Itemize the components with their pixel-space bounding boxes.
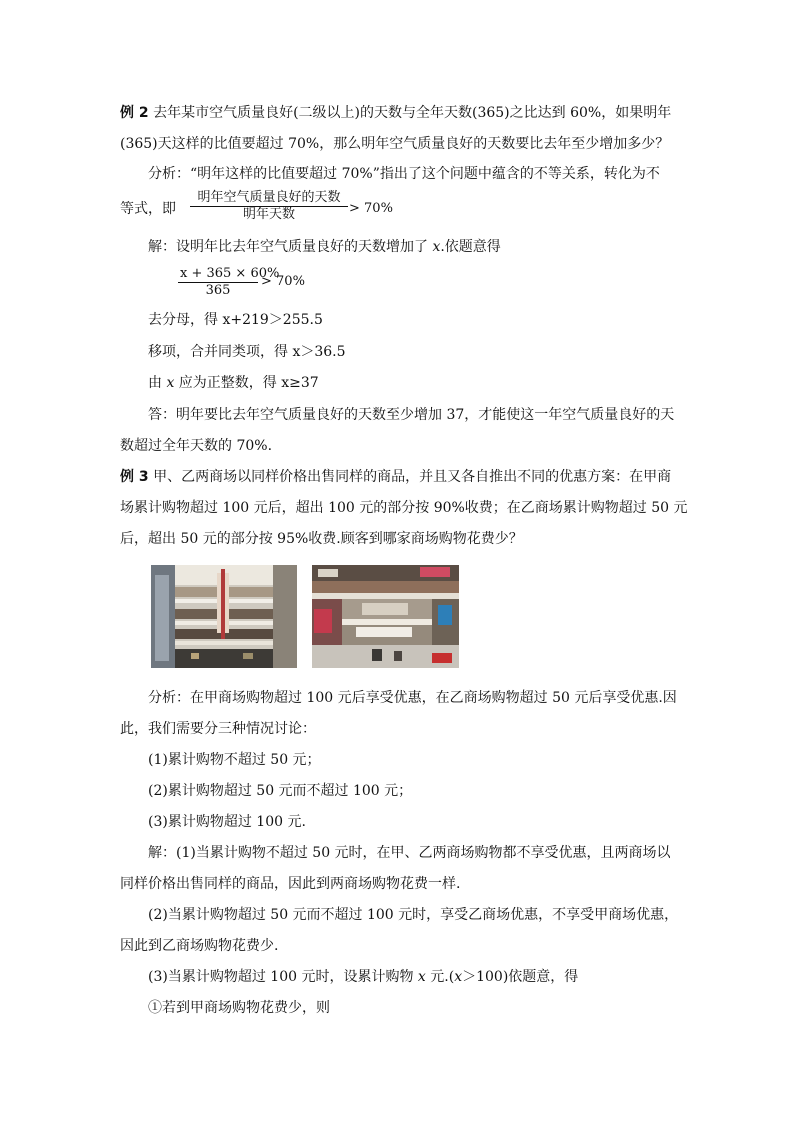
example2-step-integer: 由 x 应为正整数，得 x≥37 <box>148 375 319 391</box>
example3-solution-1-line1: 解：(1)当累计购物不超过 50 元时，在甲、乙两商场购物都不享受优惠，且两商场以 <box>148 845 671 861</box>
mall-atrium-photo-1 <box>151 565 297 668</box>
fraction-comparison-1: > 70% <box>349 201 393 216</box>
example3-solution-2-line1: (2)当累计购物超过 50 元而不超过 100 元时，享受乙商场优惠，不享受甲商场优惠， <box>148 907 679 923</box>
fraction-inequality-2 <box>178 266 280 299</box>
example3-analysis-line2: 此，我们需要分三种情况讨论： <box>120 721 316 737</box>
example3-analysis-line1: 分析：在甲商场购物超过 100 元后享受优惠，在乙商场购物超过 50 元后享受优惠.因 <box>148 690 677 706</box>
example2-analysis-line1: 分析：“明年这样的比值要超过 70%”指出了这个问题中蕴含的不等关系，转化为不 <box>148 166 660 182</box>
fraction-denominator: 明年天数 <box>242 207 295 222</box>
example2-step-combine-terms: 移项，合并同类项，得 x＞36.5 <box>148 344 346 360</box>
case-2: (2)累计购物超过 50 元而不超过 100 元； <box>148 783 413 799</box>
example3-solution-1-line2: 同样价格出售同样的商品，因此到两商场购物花费一样. <box>120 876 461 892</box>
fraction-numerator: 明年空气质量良好的天数 <box>190 190 348 207</box>
fraction-denominator: 365 <box>205 283 231 298</box>
case-3: (3)累计购物超过 100 元. <box>148 814 306 830</box>
example3-solution-3-line1: (3)当累计购物超过 100 元时，设累计购物 x 元.(x＞100)依题意，得 <box>148 969 579 985</box>
example2-line1: 例 2 去年某市空气质量良好(二级以上)的天数与全年天数(365)之比达到 60%，如果明年 <box>120 105 672 121</box>
fraction-comparison-2: > 70% <box>261 274 305 289</box>
example3-line1: 例 3 甲、乙两商场以同样价格出售同样的商品，并且又各自推出不同的优惠方案：在甲商 <box>120 469 672 485</box>
fraction-inequality-1 <box>190 190 348 223</box>
fraction-numerator: x + 365 × 60% <box>180 266 280 281</box>
example2-answer-line2: 数超过全年天数的 70%. <box>120 438 273 454</box>
example3-line3: 后，超出 50 元的部分按 95%收费.顾客到哪家商场购物花费少？ <box>120 531 523 547</box>
example3-solution-3-case1: ①若到甲商场购物花费少，则 <box>148 1000 330 1016</box>
example2-answer-line1: 答：明年要比去年空气质量良好的天数至少增加 37，才能使这一年空气质量良好的天 <box>148 407 675 423</box>
example3-solution-2-line2: 因此到乙商场购物花费少. <box>120 938 279 954</box>
example2-label: 例 2 <box>120 105 149 121</box>
case-1: (1)累计购物不超过 50 元； <box>148 752 321 768</box>
example2-step-clear-denominator: 去分母，得 x+219＞255.5 <box>148 312 323 328</box>
example2-analysis-prefix: 等式，即 <box>120 201 176 217</box>
example2-line2: (365)天这样的比值要超过 70%，那么明年空气质量良好的天数要比去年至少增加多少？ <box>120 136 670 152</box>
example2-solution-intro: 解：设明年比去年空气质量良好的天数增加了 x.依题意得 <box>148 239 501 255</box>
example3-line2: 场累计购物超过 100 元后，超出 100 元的部分按 90%收费；在乙商场累计购物超过 50 元 <box>120 500 688 516</box>
example3-label: 例 3 <box>120 469 149 485</box>
mall-interior-photo-2 <box>312 565 459 668</box>
